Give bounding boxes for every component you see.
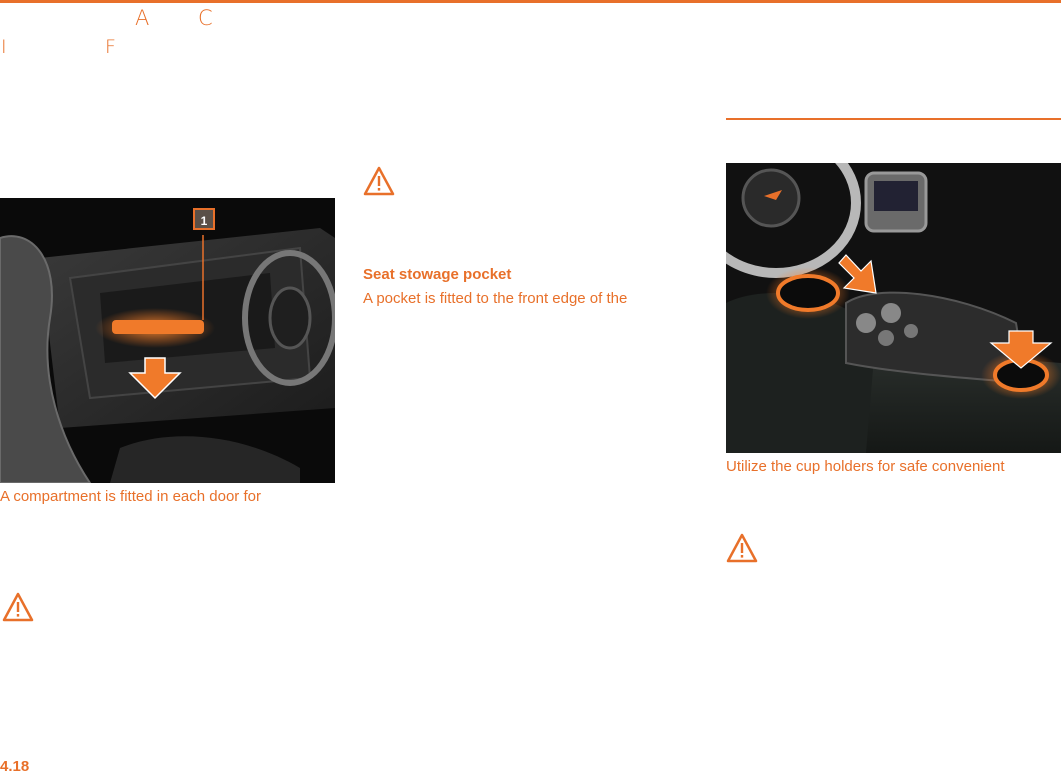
cup-holders-caption: Utilize the cup holders for safe convenient: [726, 458, 1005, 475]
header-letter-c: C: [198, 6, 213, 30]
top-rule: [0, 0, 1061, 3]
header-letter-f: F: [105, 36, 116, 58]
header-letter-i: I: [1, 36, 7, 58]
warning-icon: [2, 592, 34, 622]
page-number: 4.18: [0, 758, 30, 775]
header-letter-a: A: [135, 6, 150, 30]
warning-icon: [726, 533, 758, 563]
callout-badge: 1: [193, 208, 215, 230]
seat-pocket-body: A pocket is fitted to the front edge of the: [363, 290, 628, 307]
seat-pocket-heading: Seat stowage pocket: [363, 266, 512, 283]
door-compartment-image: [0, 198, 335, 483]
section-rule: [726, 118, 1061, 120]
cup-holders-image: [726, 163, 1061, 453]
warning-icon: [363, 166, 395, 196]
door-caption: A compartment is fitted in each door for: [0, 488, 261, 505]
